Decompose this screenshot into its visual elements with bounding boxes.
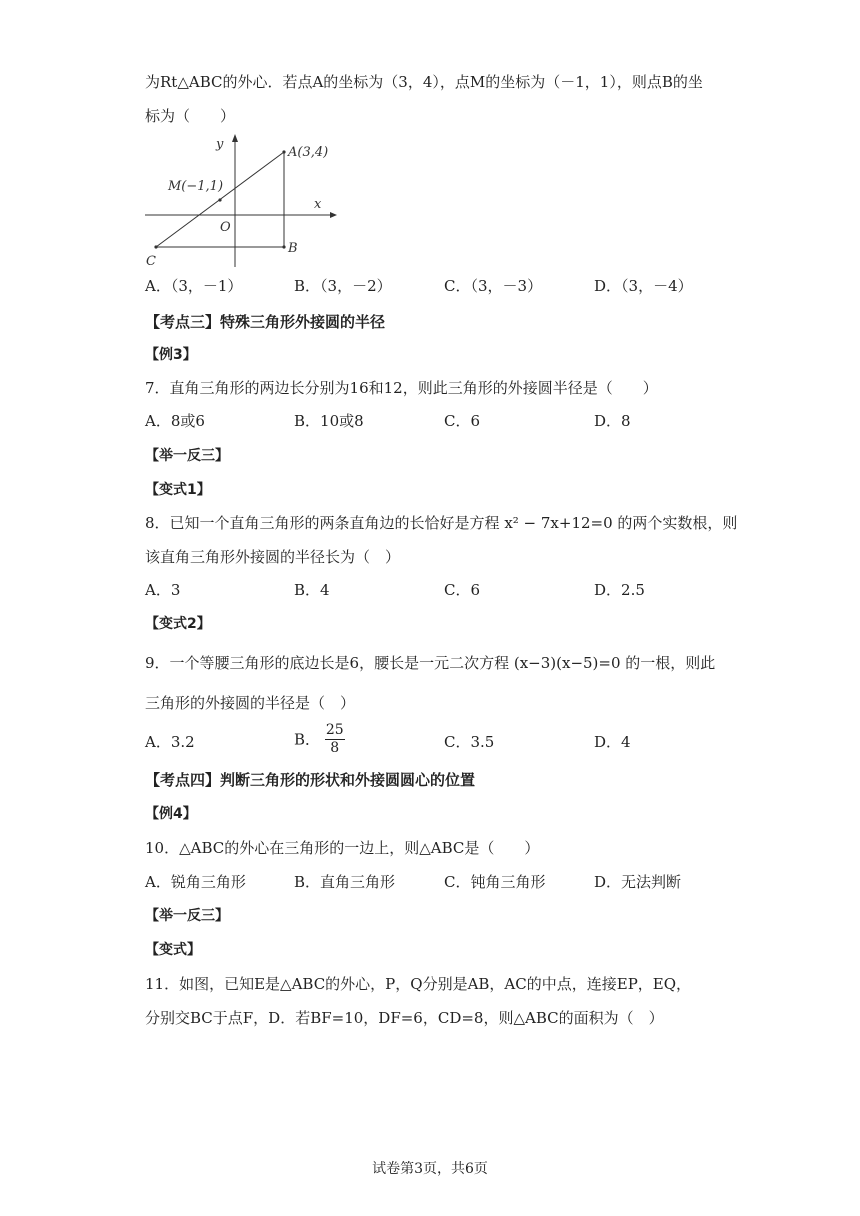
label-x: x: [314, 197, 322, 212]
page-footer: 试卷第3页，共6页: [372, 1161, 488, 1177]
q9-option-b: [294, 722, 345, 757]
q9-option-c: C．3.5: [444, 733, 495, 751]
q9-stem-line1: 9．一个等腰三角形的底边长是6，腰长是一元二次方程 (x−3)(x−5)=0 的一根，则此: [145, 654, 716, 672]
example-heading-4: 【例4】: [145, 806, 197, 822]
point-a: [282, 150, 285, 153]
q7-option-d: D．8: [594, 412, 631, 430]
q9-option-a: A．3.2: [145, 733, 195, 751]
practice-heading-1: 【举一反三】: [145, 448, 229, 464]
variant-heading-2: 【变式2】: [145, 616, 211, 632]
q8-stem-line2: 该直角三角形外接圆的半径长为（ ）: [145, 548, 401, 566]
label-c: C: [146, 254, 156, 269]
q8-stem-line1: 8．已知一个直角三角形的两条直角边的长恰好是方程 x² − 7x+12=0 的两个实数根，则: [145, 514, 738, 532]
q7-stem: 7．直角三角形的两边长分别为16和12，则此三角形的外接圆半径是（ ）: [145, 379, 658, 397]
q6-option-d: D．（3，－4）: [594, 277, 693, 295]
variant-heading-1: 【变式1】: [145, 482, 211, 498]
point-c: [154, 245, 157, 248]
label-a: A(3,4): [288, 145, 329, 160]
q10-stem: 10．△ABC的外心在三角形的一边上，则△ABC是（ ）: [145, 839, 540, 857]
practice-heading-2: 【举一反三】: [145, 908, 229, 924]
q6-coordinate-figure: [140, 130, 340, 270]
q6-option-a: A．（3，－1）: [145, 277, 243, 295]
q10-option-d: D．无法判断: [594, 873, 682, 891]
q8-option-a: A．3: [145, 581, 181, 599]
q11-stem-line2: 分别交BC于点F，D．若BF=10，DF=6，CD=8，则△ABC的面积为（ ）: [145, 1009, 664, 1027]
q8-option-c: C．6: [444, 581, 481, 599]
label-o: O: [220, 220, 231, 235]
q8-option-d: D．2.5: [594, 581, 645, 599]
label-b: B: [288, 241, 298, 256]
point-m: [218, 198, 221, 201]
q9-option-b-fraction: [325, 722, 345, 757]
q9-stem-line2: 三角形的外接圆的半径是（ ）: [145, 694, 356, 712]
q9-option-d: D．4: [594, 733, 631, 751]
q6-stem-line1: 为Rt△ABC的外心．若点A的坐标为（3，4），点M的坐标为（－1，1），则点B的坐: [145, 73, 703, 91]
section-heading-kaodian3: 【考点三】特殊三角形外接圆的半径: [145, 313, 386, 331]
q8-option-b: B．4: [294, 581, 330, 599]
q6-option-b: B．（3，－2）: [294, 277, 392, 295]
label-y: y: [216, 137, 224, 152]
q7-option-a: A．8或6: [145, 412, 205, 430]
point-b: [282, 245, 285, 248]
fraction-denominator: 8: [330, 740, 340, 756]
q7-option-c: C．6: [444, 412, 481, 430]
fraction-numerator: 25: [325, 722, 344, 738]
q10-option-a: A．锐角三角形: [145, 873, 246, 891]
y-axis-arrow-icon: [232, 134, 238, 142]
q11-stem-line1: 11．如图，已知E是△ABC的外心，P，Q分别是AB，AC的中点，连接EP，EQ，: [145, 975, 692, 993]
x-axis-arrow-icon: [330, 212, 337, 218]
q7-option-b: B．10或8: [294, 412, 364, 430]
variant-heading-3: 【变式】: [145, 942, 201, 958]
example-heading-3: 【例3】: [145, 347, 197, 363]
q6-option-c: C．（3，－3）: [444, 277, 543, 295]
label-m: M(−1,1): [168, 179, 224, 194]
q10-option-b: B．直角三角形: [294, 873, 396, 891]
q6-stem-line2: 标为（ ）: [145, 107, 236, 125]
q9-option-b-prefix: B．: [294, 730, 321, 749]
section-heading-kaodian4: 【考点四】判断三角形的形状和外接圆圆心的位置: [145, 771, 476, 789]
q10-option-c: C．钝角三角形: [444, 873, 546, 891]
